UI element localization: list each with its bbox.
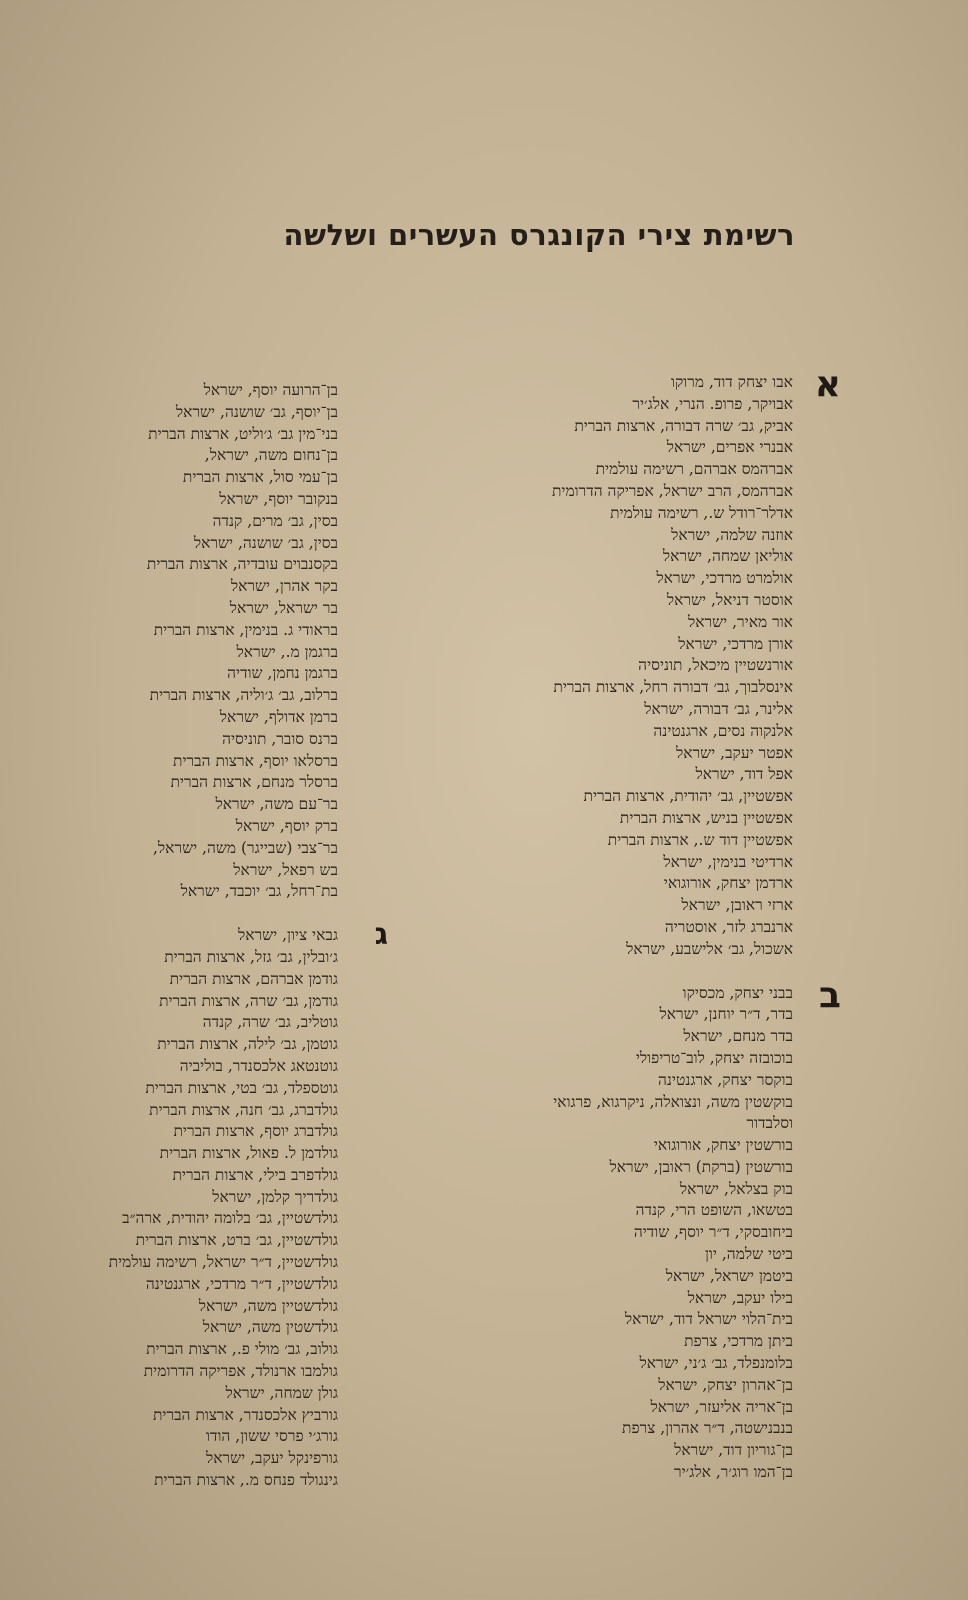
list-item: אורן מרדכי, ישראל xyxy=(678,634,793,653)
list-item: בדר, ד״ר יוחנן, ישראל xyxy=(659,1005,793,1024)
section-bet-continued xyxy=(0,380,338,903)
list-item: ביחובסקי, ד״ר יוסף, שודיה xyxy=(633,1223,793,1242)
section-letter: ג xyxy=(374,917,388,953)
list-item: ברסלר מנחם, ארצות הברית xyxy=(170,773,338,792)
right-column xyxy=(393,364,841,1484)
list-item: בני־מין גב׳ ג׳וליט, ארצות הברית xyxy=(148,424,338,443)
list-item: גולדשטיין, גב׳ ברט, ארצות הברית xyxy=(135,1231,338,1250)
list-item: ברגמן מ., ישראל xyxy=(236,642,338,661)
list-item: בן־הרועה יוסף, ישראל xyxy=(203,381,338,399)
list-item: ברק יוסף, ישראל xyxy=(235,816,338,835)
list-item: גינגולד פנחס מ., ארצות הברית xyxy=(154,1471,338,1490)
list-item: גורג׳י פרסי ששון, הודו xyxy=(206,1427,338,1446)
list-item: בטשאו, השופט הרי, קנדה xyxy=(635,1201,793,1220)
list-item: בן־נחום משה, ישראל, xyxy=(204,446,338,465)
list-item: ברמן אדולף, ישראל xyxy=(219,707,338,726)
entry-list xyxy=(393,983,793,1484)
list-item: ביתן מרדכי, צרפת xyxy=(684,1332,793,1351)
list-item: בדר מנחם, ישראל xyxy=(683,1027,793,1046)
list-item: ברסלאו יוסף, ארצות הברית xyxy=(173,751,338,770)
section-letter: ב xyxy=(819,974,841,1016)
list-item: בוק בצלאל, ישראל xyxy=(679,1179,793,1198)
list-item: אבויקר, פרופ. הנרי, אלג׳יר xyxy=(632,394,793,413)
list-item: בסין, גב׳ שושנה, ישראל xyxy=(193,533,338,552)
list-item: אברהמס אברהם, רשימה עולמית xyxy=(595,460,793,479)
list-item: גוטנטאג אלכסנדר, בוליביה xyxy=(179,1056,338,1075)
list-item: בן־המו רוג׳ר, אלג׳יר xyxy=(673,1463,793,1482)
list-item: בר־צבי (שבייגר) משה, ישראל, xyxy=(153,838,338,857)
section-bet xyxy=(393,974,841,1484)
section-alef xyxy=(393,364,841,961)
list-item: אבו יצחק דוד, מרוקו xyxy=(670,373,793,391)
list-item: אולמרט מרדכי, ישראל xyxy=(656,569,793,588)
list-item: בבני יצחק, מכסיקו xyxy=(682,983,793,1002)
list-item: אפשטיין, גב׳ יהודית, ארצות הברית xyxy=(583,787,793,806)
list-item: אלנקוה נסים, ארגנטינה xyxy=(653,721,793,740)
list-item: גולדפרב בילי, ארצות הברית xyxy=(172,1165,338,1184)
list-item: אדלר־רודל ש., רשימה עולמית xyxy=(610,503,793,522)
list-item: גוטספלד, גב׳ בטי, ארצות הברית xyxy=(145,1078,338,1097)
list-item: בן־גוריון דוד, ישראל xyxy=(674,1441,793,1460)
list-item: בוקסר יצחק, ארגנטינה xyxy=(657,1070,793,1089)
list-item: ארדיטי בנימין, ישראל xyxy=(663,852,793,871)
list-item: ארדמן יצחק, אורוגואי xyxy=(663,874,793,893)
list-item: בר ישראל, ישראל xyxy=(229,598,338,617)
list-item: בן־אהרון יצחק, ישראל xyxy=(658,1375,793,1394)
list-item: וסלבדור xyxy=(746,1114,793,1133)
list-item: גבאי ציון, ישראל xyxy=(237,926,338,945)
list-item: בורשטין (ברקת) ראובן, ישראל xyxy=(609,1157,793,1176)
list-item: גוטליב, גב׳ שרה, קנדה xyxy=(202,1013,338,1032)
list-item: בנקובר יוסף, ישראל xyxy=(219,489,338,508)
list-item: בן־יוסף, גב׳ שושנה, ישראל xyxy=(175,402,338,421)
left-column xyxy=(0,380,388,1492)
list-item: אפל דוד, ישראל xyxy=(695,765,793,784)
list-item: גולן שמחה, ישראל xyxy=(225,1383,338,1402)
list-item: בראודי ג. בנימין, ארצות הברית xyxy=(153,620,338,639)
list-item: אור מאיר, ישראל xyxy=(687,612,793,631)
list-item: אפטר יעקב, ישראל xyxy=(676,743,793,762)
list-item: בוקשטין משה, ונצואלה, ניקרגוא, פרגואי xyxy=(553,1092,793,1111)
list-item: ארזי ראובן, ישראל xyxy=(681,896,793,915)
list-item: גולדריך קלמן, ישראל xyxy=(212,1187,338,1206)
list-item: גולדברג יוסף, ארצות הברית xyxy=(173,1122,338,1141)
list-item: ג׳ובלין, גב׳ גזל, ארצות הברית xyxy=(164,947,338,966)
list-item: בן־עמי סול, ארצות הברית xyxy=(182,468,338,487)
list-item: אפשטיין דוד ש., ארצות הברית xyxy=(607,830,793,849)
list-item: גולוב, גב׳ מולי פ., ארצות הברית xyxy=(146,1340,338,1359)
list-item: גולדשטיין, גב׳ בלומה יהודית, ארה״ב xyxy=(122,1209,338,1228)
list-item: בית־הלוי ישראל דוד, ישראל xyxy=(624,1310,793,1329)
list-item: ברלוב, גב׳ ג׳וליה, ארצות הברית xyxy=(149,686,338,705)
list-item: ברנס סובר, תוניסיה xyxy=(222,729,338,748)
list-item: בקסנבוים עובדיה, ארצות הברית xyxy=(146,555,338,574)
list-item: גולדברג, גב׳ חנה, ארצות הברית xyxy=(149,1100,338,1119)
list-item: אביק, גב׳ שרה דבורה, ארצות הברית xyxy=(574,416,793,435)
list-item: גולדמן ל. פאול, ארצות הברית xyxy=(159,1144,338,1163)
list-item: אוליאן שמחה, ישראל xyxy=(662,547,793,566)
list-item: בקר אהרן, ישראל xyxy=(230,577,338,596)
list-item: אלינר, גב׳ דבורה, ישראל xyxy=(644,699,793,718)
list-item: גוטמן, גב׳ לילה, ארצות הברית xyxy=(157,1035,338,1054)
list-item: גולדשטיין, ד״ר מרדכי, ארגנטינה xyxy=(145,1274,338,1293)
list-item: אפשטיין בניש, ארצות הברית xyxy=(619,808,793,827)
list-item: בלומנפלד, גב׳ ג׳ני, ישראל xyxy=(639,1354,793,1373)
list-item: גורביץ אלכסנדר, ארצות הברית xyxy=(152,1405,338,1424)
list-item: גודמן אברהם, ארצות הברית xyxy=(169,969,338,988)
list-item: בילו יעקב, ישראל xyxy=(687,1288,793,1307)
list-item: גולדשטין משה, ישראל xyxy=(202,1318,338,1337)
entry-list xyxy=(0,380,338,903)
list-item: אוסטר דניאל, ישראל xyxy=(666,590,793,609)
list-item: בש רפאל, ישראל xyxy=(233,860,338,879)
entry-list xyxy=(393,372,793,961)
list-item: אינסלבוך, גב׳ דבורה רחל, ארצות הברית xyxy=(553,678,793,697)
list-item: גולמבו ארנולד, אפריקה הדרומית xyxy=(143,1362,338,1381)
list-item: אשכול, גב׳ אלישבע, ישראל xyxy=(626,939,793,958)
list-item: בורשטין יצחק, אורוגואי xyxy=(653,1136,793,1155)
list-item: אורנשטיין מיכאל, תוניסיה xyxy=(638,656,793,675)
list-item: גולדשטיין, ד״ר ישראל, רשימה עולמית xyxy=(108,1253,338,1272)
list-item: בת־רחל, גב׳ יוכבד, ישראל xyxy=(180,882,338,901)
list-item: אבנרי אפרים, ישראל xyxy=(666,438,793,457)
section-gimel xyxy=(0,917,388,1492)
list-item: בן־אריה אליעזר, ישראל xyxy=(650,1397,793,1416)
list-item: בסין, גב׳ מרים, קנדה xyxy=(212,511,338,530)
page-title: רשימת צירי הקונגרס העשרים ושלשה xyxy=(283,218,795,252)
list-item: ביטמן ישראל, ישראל xyxy=(665,1266,793,1285)
list-item: בוכובזה יצחק, לוב־טריפולי xyxy=(635,1048,793,1067)
section-letter: א xyxy=(814,364,841,405)
list-item: ביטי שלמה, יון xyxy=(704,1245,793,1264)
list-item: בר־עם משה, ישראל xyxy=(215,795,338,814)
list-item: אוזנה שלמה, ישראל xyxy=(671,525,793,544)
list-item: אברהמס, הרב ישראל, אפריקה הדרומית xyxy=(551,481,793,500)
entry-list xyxy=(0,925,338,1492)
list-item: ברגמן נחמן, שודיה xyxy=(227,664,338,683)
list-item: גולדשטיין משה, ישראל xyxy=(198,1296,338,1315)
list-item: בנבנישטה, ד״ר אהרון, צרפת xyxy=(622,1419,793,1438)
list-item: גורפינקל יעקב, ישראל xyxy=(205,1449,338,1468)
list-item: ארנברג לזר, אוסטריה xyxy=(664,917,793,936)
list-item: גודמן, גב׳ שרה, ארצות הברית xyxy=(159,991,338,1010)
